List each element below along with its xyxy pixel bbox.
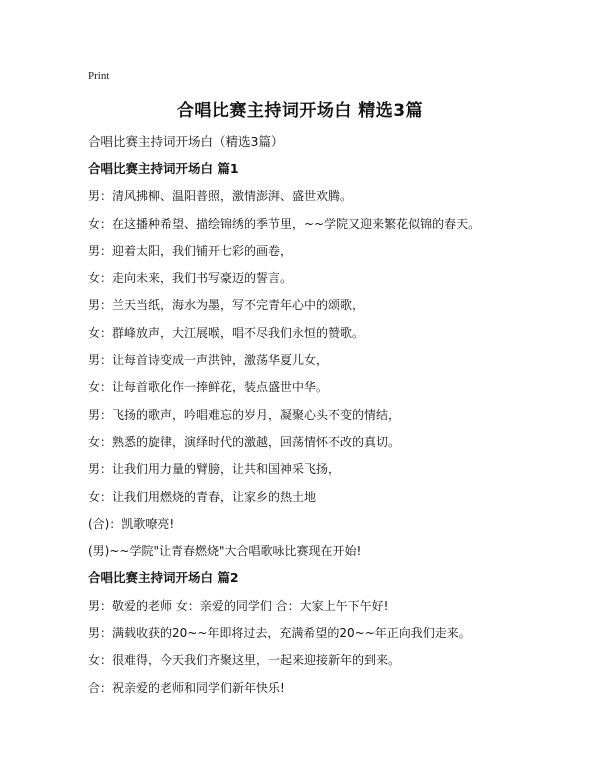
dialogue-line: 男：让每首诗变成一声洪钟，激荡华夏儿女， (88, 353, 329, 368)
dialogue-line: 男：迎着太阳，我们铺开七彩的画卷， (88, 243, 293, 258)
dialogue-line: 合：祝亲爱的老师和同学们新年快乐! (88, 680, 285, 695)
dialogue-line: 男：让我们用力量的臂膀，让共和国神采飞扬， (88, 462, 341, 477)
dialogue-line: 女：熟悉的旋律，演绎时代的激越，回荡情怀不改的真切。 (88, 434, 401, 449)
dialogue-line: 男：清风拂柳、温阳普照，激情澎湃、盛世欢腾。 (88, 189, 353, 204)
dialogue-line: (男)~~学院"让青春燃烧"大合唱歌咏比赛现在开始! (88, 544, 362, 559)
print-label: Print (88, 70, 110, 82)
dialogue-line: 女：走向未来，我们书写豪迈的誓言。 (88, 271, 293, 286)
document-subtitle: 合唱比赛主持词开场白（精选3篇） (88, 134, 284, 149)
dialogue-line: (合)：凯歌嘹亮! (88, 516, 175, 531)
section-heading: 合唱比赛主持词开场白 篇2 (88, 570, 239, 586)
dialogue-line: 女：让我们用燃烧的青春，让家乡的热土地 (88, 489, 317, 504)
dialogue-line: 女：让每首歌化作一捧鲜花，装点盛世中华。 (88, 380, 329, 395)
dialogue-line: 男：兰天当纸，海水为墨，写不完青年心中的颂歌， (88, 298, 365, 313)
dialogue-line: 男：满载收获的20~~年即将过去，充满希望的20~~年正向我们走来。 (88, 626, 471, 641)
dialogue-line: 女：群峰放声，大江展喉，唱不尽我们永恒的赞歌。 (88, 325, 365, 340)
document-body (88, 160, 568, 706)
section-heading: 合唱比赛主持词开场白 篇1 (88, 161, 239, 176)
dialogue-line: 男：飞扬的歌声，吟唱难忘的岁月，凝聚心头不变的情结， (88, 407, 401, 422)
dialogue-line: 女：在这播种希望、描绘锦绣的季节里，~~学院又迎来繁花似锦的春天。 (88, 216, 481, 231)
dialogue-line: 男：敬爱的老师 女：亲爱的同学们 合：大家上午下午好! (88, 598, 389, 613)
document-title: 合唱比赛主持词开场白 精选3篇 (176, 101, 424, 121)
dialogue-line: 女：很难得，今天我们齐聚这里，一起来迎接新年的到来。 (88, 653, 401, 668)
